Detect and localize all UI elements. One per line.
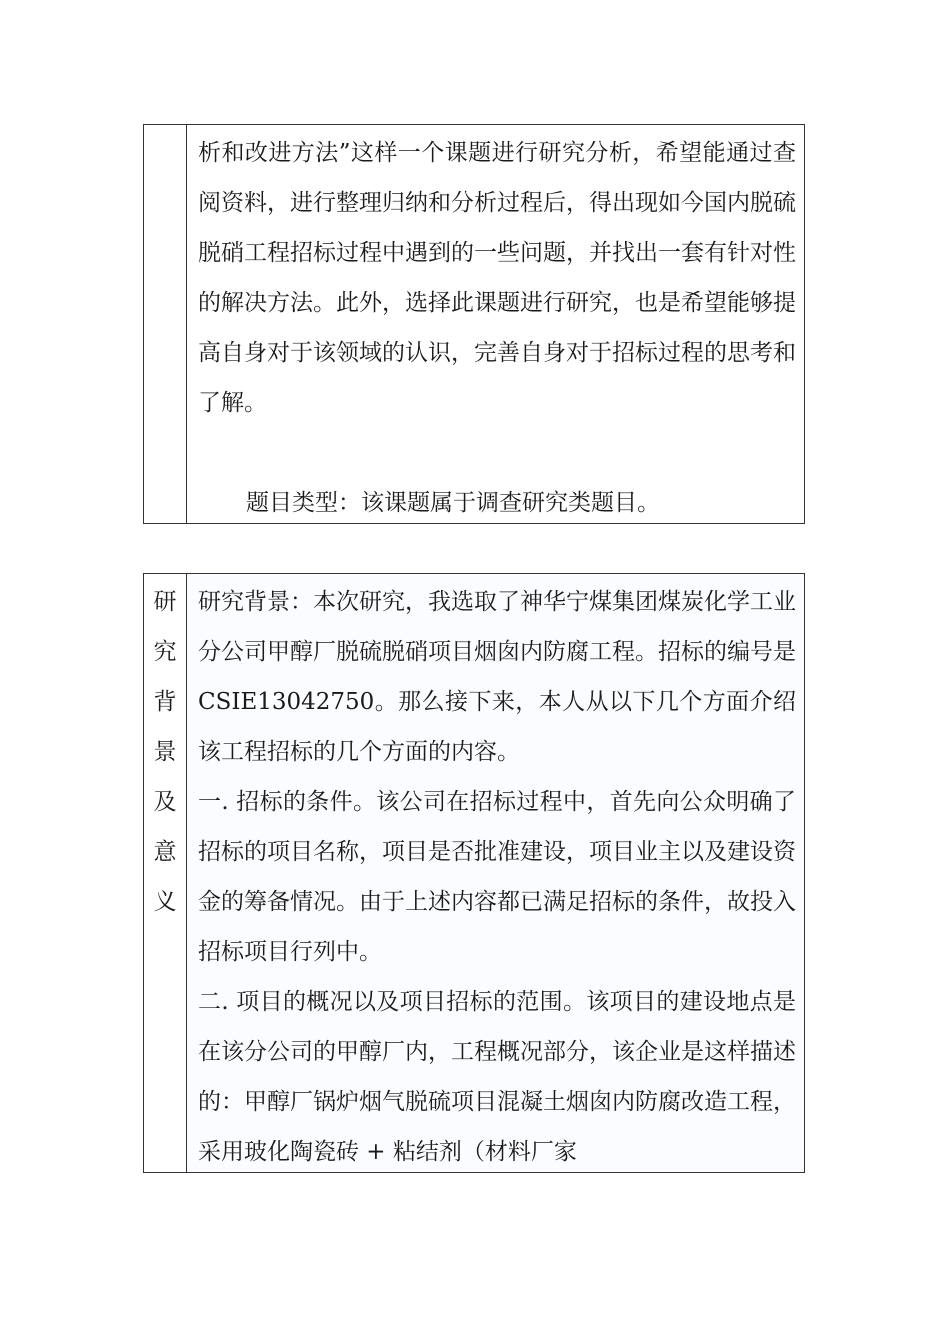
label-char: 及 (153, 789, 177, 815)
label-char: 背 (153, 689, 177, 715)
topic-type-line: 题目类型：该课题属于调查研究类题目。 (246, 490, 660, 516)
table-content-cell (187, 125, 804, 523)
project-overview-paragraph: 二. 项目的概况以及项目招标的范围。该项目的建设地点是在该分公司的甲醇厂内，工程概况部分，该企业是这样描述的：甲醇厂锅炉烟气脱硫项目混凝土烟囱内防腐改造工程，采用玻化陶瓷砖 + 粘结剂（材料厂家 (198, 989, 796, 1165)
table-label-cell-empty (144, 125, 187, 523)
background-paragraph: 研究背景：本次研究，我选取了神华宁煤集团煤炭化学工业分公司甲醇厂脱硫脱硝项目烟囱内防腐工程。招标的编号是CSIE13042750。那么接下来，本人从以下几个方面介绍该工程招标的几个方面的内容。 (198, 589, 796, 765)
table-label-cell (144, 574, 187, 1172)
label-char: 研 (153, 589, 177, 615)
bidding-conditions-paragraph: 一. 招标的条件。该公司在招标过程中，首先向公众明确了招标的项目名称，项目是否批准建设，项目业主以及建设资金的筹备情况。由于上述内容都已满足招标的条件，故投入招标项目行列中。 (198, 789, 796, 965)
table-research-background (143, 573, 805, 1173)
rationale-paragraph: 析和改进方法”这样一个课题进行研究分析，希望能通过查阅资料，进行整理归纳和分析过程后，得出现如今国内脱硫脱硝工程招标过程中遇到的一些问题，并找出一套有针对性的解决方法。此外，选择此课题进行研究，也是希望能够提高自身对于该领域的认识，完善自身对于招标过程的思考和了解。 (198, 140, 796, 416)
table-content-cell (187, 574, 804, 1172)
table-continued-rationale (143, 124, 805, 524)
label-char: 究 (153, 639, 177, 665)
label-char: 义 (153, 889, 177, 915)
label-char: 意 (153, 839, 177, 865)
label-char: 景 (153, 739, 177, 765)
